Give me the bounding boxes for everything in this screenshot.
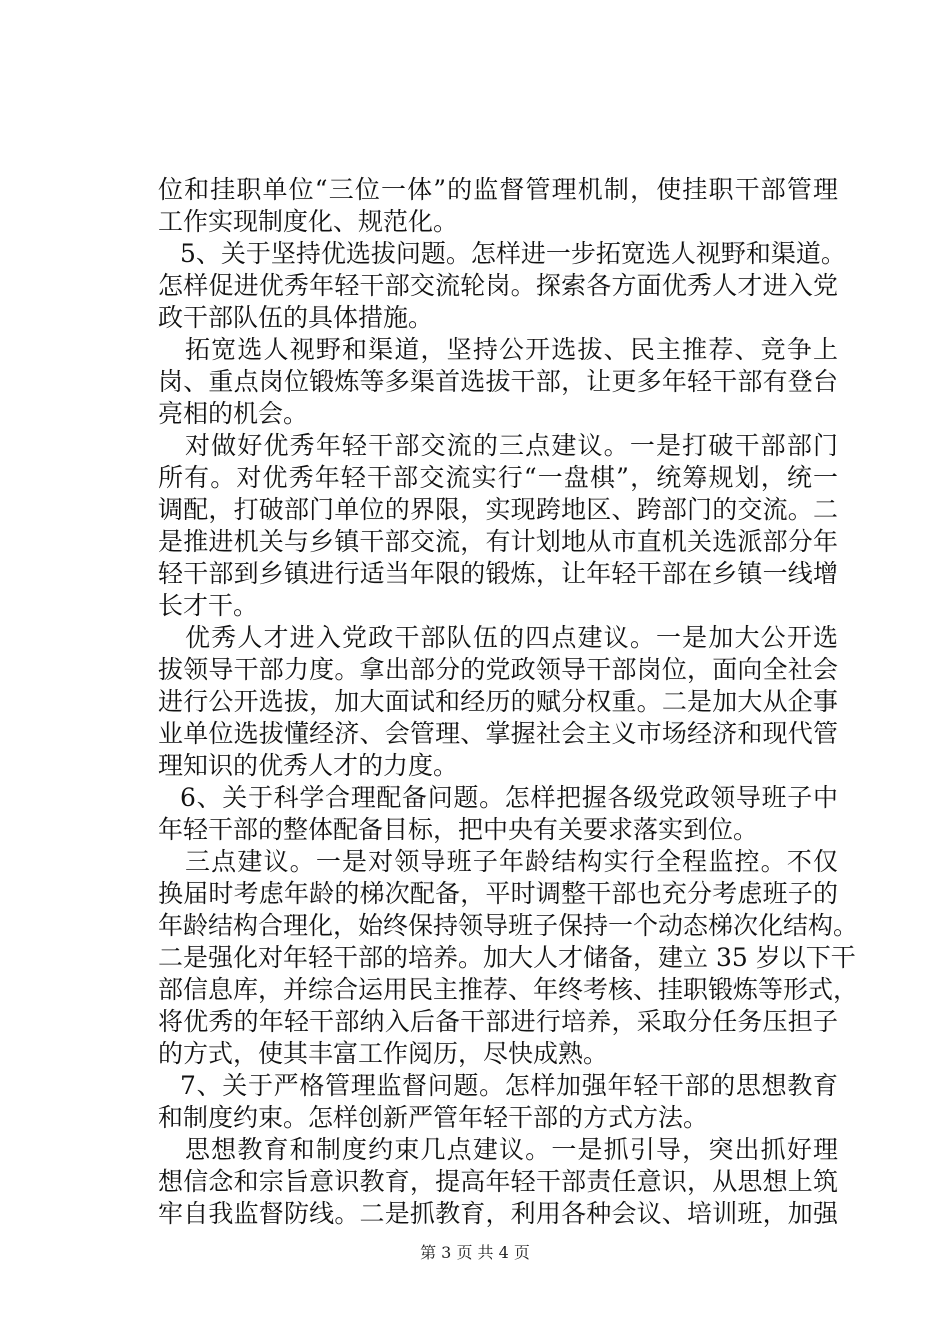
paragraph-start: 拓宽选人视野和渠道，坚持公开选拔、民主推荐、竞争上	[185, 335, 838, 364]
text-line: 进行公开选拔，加大面试和经历的赋分权重。二是加大从企事	[158, 687, 838, 716]
paragraph-start: 对做好优秀年轻干部交流的三点建议。一是打破干部部门	[185, 431, 838, 460]
text-line: 轻干部到乡镇进行适当年限的锻炼，让年轻干部在乡镇一线增	[158, 559, 838, 588]
text-line: 是推进机关与乡镇干部交流，有计划地从市直机关选派部分年	[158, 527, 838, 556]
text-line: 年轻干部的整体配备目标，把中央有关要求落实到位。	[158, 815, 759, 844]
text-line: 换届时考虑年龄的梯次配备，平时调整干部也充分考虑班子的	[158, 879, 838, 908]
text-line: 部信息库，并综合运用民主推荐、年终考核、挂职锻炼等形式，	[158, 975, 859, 1004]
page-number: 第 3 页 共 4 页	[420, 1243, 530, 1262]
text-line: 年龄结构合理化，始终保持领导班子保持一个动态梯次化结构。	[158, 911, 859, 940]
text-line: 理知识的优秀人才的力度。	[158, 751, 459, 780]
text-line: 将优秀的年轻干部纳入后备干部进行培养，采取分任务压担子	[158, 1007, 838, 1036]
text-line: 长才干。	[158, 591, 259, 620]
text-line: 所有。对优秀年轻干部交流实行“一盘棋”，统筹规划，统一	[158, 463, 838, 492]
text-line: 和制度约束。怎样创新严管年轻干部的方式方法。	[158, 1103, 709, 1132]
text-line: 政干部队伍的具体措施。	[158, 303, 434, 332]
text-line: 二是强化对年轻干部的培养。加大人才储备，建立 35 岁以下干	[158, 943, 856, 972]
paragraph-start: 思想教育和制度约束几点建议。一是抓引导，突出抓好理	[185, 1135, 838, 1164]
text-line: 怎样促进优秀年轻干部交流轮岗。探索各方面优秀人才进入党	[158, 271, 838, 300]
text-line: 的方式，使其丰富工作阅历，尽快成熟。	[158, 1039, 609, 1068]
text-line: 牢自我监督防线。二是抓教育，利用各种会议、培训班，加强	[158, 1199, 838, 1228]
text-line: 调配，打破部门单位的界限，实现跨地区、跨部门的交流。二	[158, 495, 838, 524]
text-line: 想信念和宗旨意识教育，提高年轻干部责任意识，从思想上筑	[158, 1167, 838, 1196]
section-heading-5: 5、关于坚持优选拔问题。怎样进一步拓宽选人视野和渠道。	[180, 239, 846, 268]
paragraph-start: 优秀人才进入党政干部队伍的四点建议。一是加大公开选	[185, 623, 838, 652]
section-heading-7: 7、关于严格管理监督问题。怎样加强年轻干部的思想教育	[180, 1071, 838, 1100]
section-heading-6: 6、关于科学合理配备问题。怎样把握各级党政领导班子中	[180, 783, 838, 812]
text-line: 亮相的机会。	[158, 399, 309, 428]
text-line: 拔领导干部力度。拿出部分的党政领导干部岗位，面向全社会	[158, 655, 838, 684]
text-line: 岗、重点岗位锻炼等多渠首选拔干部，让更多年轻干部有登台	[158, 367, 838, 396]
paragraph-start: 三点建议。一是对领导班子年龄结构实行全程监控。不仅	[185, 847, 838, 876]
text-line: 位和挂职单位“三位一体”的监督管理机制，使挂职干部管理	[158, 175, 838, 204]
text-line: 业单位选拔懂经济、会管理、掌握社会主义市场经济和现代管	[158, 719, 838, 748]
text-line: 工作实现制度化、规范化。	[158, 207, 459, 236]
